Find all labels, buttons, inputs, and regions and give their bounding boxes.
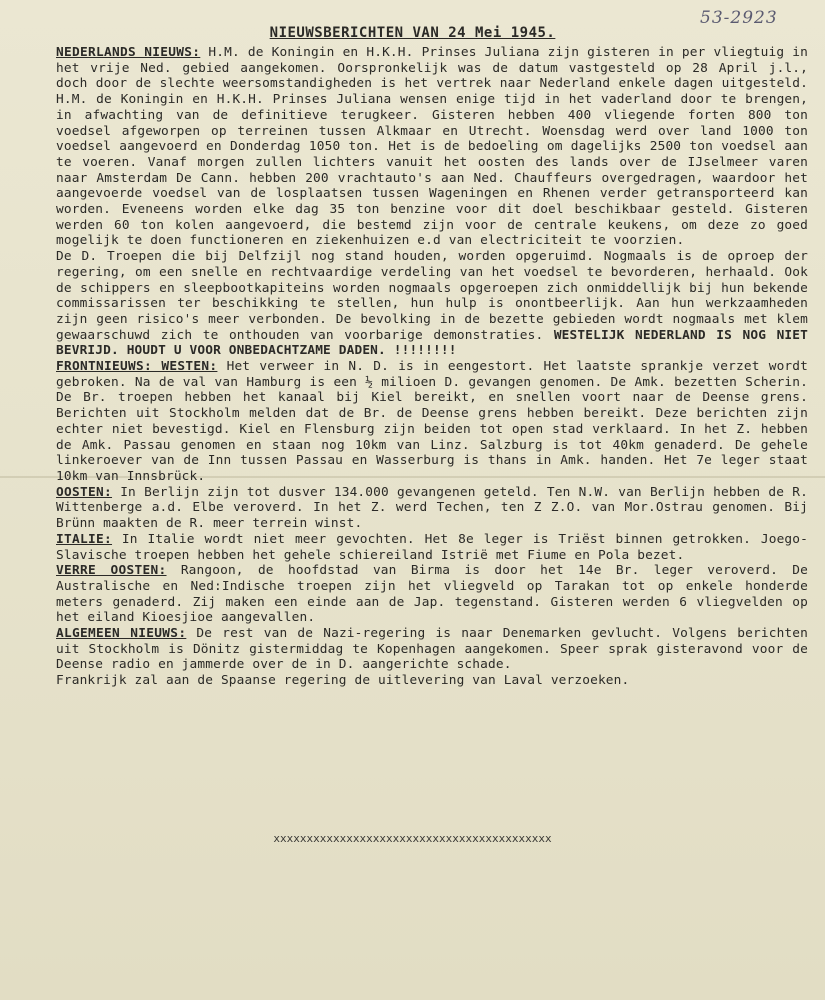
section-text: De rest van de Nazi-regering is naar Denemarken gevlucht. Volgens berichten uit Stockholm is Dönitz gistermiddag te Kopenhagen aangekomen. Speer sprak gisteravond voor de Deense radio en jammerde over de in D. aangerichte schade. bbox=[56, 626, 808, 673]
section-heading: OOSTEN: bbox=[56, 484, 113, 500]
section-heading: FRONTNIEUWS: WESTEN: bbox=[56, 359, 218, 375]
section-text: Het verweer in N. D. is in eengestort. Het laatste sprankje verzet wordt gebroken. Na de val van Hamburg is een ½ milioen D. gevangen genomen. De Amk. bezetten Scherin. De Br. troepen hebben het kanaal bij Kiel bereikt, en snellen voort naar de Deense grens. Berichten uit Stockholm melden dat de Br. de Deense grens hebben bereikt. Deze berichten zijn echter niet bevestigd. Kiel en Flensburg zijn beiden tot open stad verklaard. In het Z. hebben de Amk. Passau genomen en staan nog 10km van Linz. Salzburg is tot 40km genaderd. De gehele linkeroever van de Inn tussen Passau en Wasserburg is thans in Amk. handen. Het 7e leger staat 10km van Innsbrück. bbox=[56, 359, 808, 484]
news-body bbox=[56, 45, 808, 689]
news-paragraph-troepen bbox=[56, 249, 808, 359]
news-paragraph-frankrijk bbox=[56, 673, 808, 689]
section-heading: ALGEMEEN NIEUWS: bbox=[56, 626, 187, 642]
news-paragraph-algemeen bbox=[56, 626, 808, 673]
news-paragraph-front bbox=[56, 359, 808, 485]
section-heading: ITALIE: bbox=[56, 531, 113, 547]
section-text: De D. Troepen die bij Delfzijl nog stand houden, worden opgeruimd. Nogmaals is de oproep der regering, om een snelle en rechtvaardige verdeling van het voedsel te bevorderen, herhaald. Ook de schippers en sleepbootkapiteins worden nogmaals opgeroepen zich onmiddellijk bij hun bekende commissarissen ter beschikking te stellen, hun hulp is onontbeerlijk. Aan hun werkzaamheden zijn geen risico's meer verbonden. De bevolking in de bezette gebieden wordt nogmaals met klem gewaarschuwd zich te onthouden van voorbarige demonstraties. bbox=[56, 249, 808, 343]
warning-text: WESTELIJK NEDERLAND IS NOG NIET BEVRIJD. HOUDT U VOOR ONBEDACHTZAME DADEN. !!!!!!!! bbox=[56, 327, 808, 359]
section-text: In Berlijn zijn tot dusver 134.000 gevangenen geteld. Ten N.W. van Berlijn hebben de R. Wittenberge a.d. Elbe veroverd. In het Z. werd Techen, ten Z Z.O. van Mor.Ostrau genomen. Bij Brünn maakten de R. meer terrein winst. bbox=[56, 484, 808, 532]
news-paragraph-verre-oosten bbox=[56, 563, 808, 626]
section-text: In Italie wordt niet meer gevochten. Het 8e leger is Triëst binnen getrokken. Joego-Slavische troepen hebben het gehele schiereiland Istrië met Fiume en Pola bezet. bbox=[56, 531, 808, 563]
section-text: H.M. de Koningin en H.K.H. Prinses Juliana zijn gisteren in per vliegtuig in het vrije Ned. gebied aangekomen. Oorspronkelijk was de datum vastgesteld op 28 April j.l., doch door de slechte weersomstandigheden is het vertrek naar Nederland enkele dagen uitgesteld. H.M. de Koningin en H.K.H. Prinses Juliana wensen enige tijd in het vaderland door te brengen, in afwachting van de definitieve terugkeer. Gisteren hebben 400 vliegende forten 800 ton voedsel afgeworpen op terreinen tussen Alkmaar en Utrecht. Woensdag werd over land 1000 ton voedsel aangevoerd en Donderdag 1050 ton. Het is de bedoeling om dagelijks 2500 ton voedsel aan te voeren. Vanaf morgen zullen lichters vanuit het oosten des lands over de IJselmeer varen naar Amsterdam De Cann. hebben 200 vrachtauto's aan Ned. Chauffeurs overgedragen, waardoor het aangevoerde voedsel van de losplaatsen tussen Wageningen en Rhenen verder getransporteerd kan worden. Eveneens worden elke dag 35 ton benzine voor dit doel beschikbaar gesteld. Gisteren werden 60 ton kolen aangevoerd, die bestemd zijn voor de centrale keukens, om deze zo goed mogelijk te doen functioneren en ziekenhuizen e.d van electriciteit te voorzien. bbox=[56, 45, 808, 249]
section-text: Rangoon, de hoofdstad van Birma is door het 14e Br. leger veroverd. De Australische en Ned:Indische troepen zijn het vliegveld op Tarakan tot op enkele honderde meters genaderd. Zij maken een einde aan de Jap. tegenstand. Gisteren werden 6 vliegvelden op het eiland Kioesjioe aangevallen. bbox=[56, 563, 808, 626]
news-paragraph-italie bbox=[56, 532, 808, 563]
section-heading: NEDERLANDS NIEUWS: bbox=[56, 45, 201, 60]
page-title: NIEUWSBERICHTEN VAN 24 Mei 1945. bbox=[269, 25, 556, 41]
archive-number: 53-2923 bbox=[700, 8, 778, 28]
news-paragraph-oosten bbox=[56, 485, 808, 532]
section-text: Frankrijk zal aan de Spaanse regering de uitlevering van Laval verzoeken. bbox=[56, 673, 630, 689]
section-heading: VERRE OOSTEN: bbox=[56, 563, 167, 579]
news-paragraph-nederlands bbox=[56, 45, 808, 249]
separator-line: xxxxxxxxxxxxxxxxxxxxxxxxxxxxxxxxxxxxxxxxxx bbox=[273, 832, 552, 845]
